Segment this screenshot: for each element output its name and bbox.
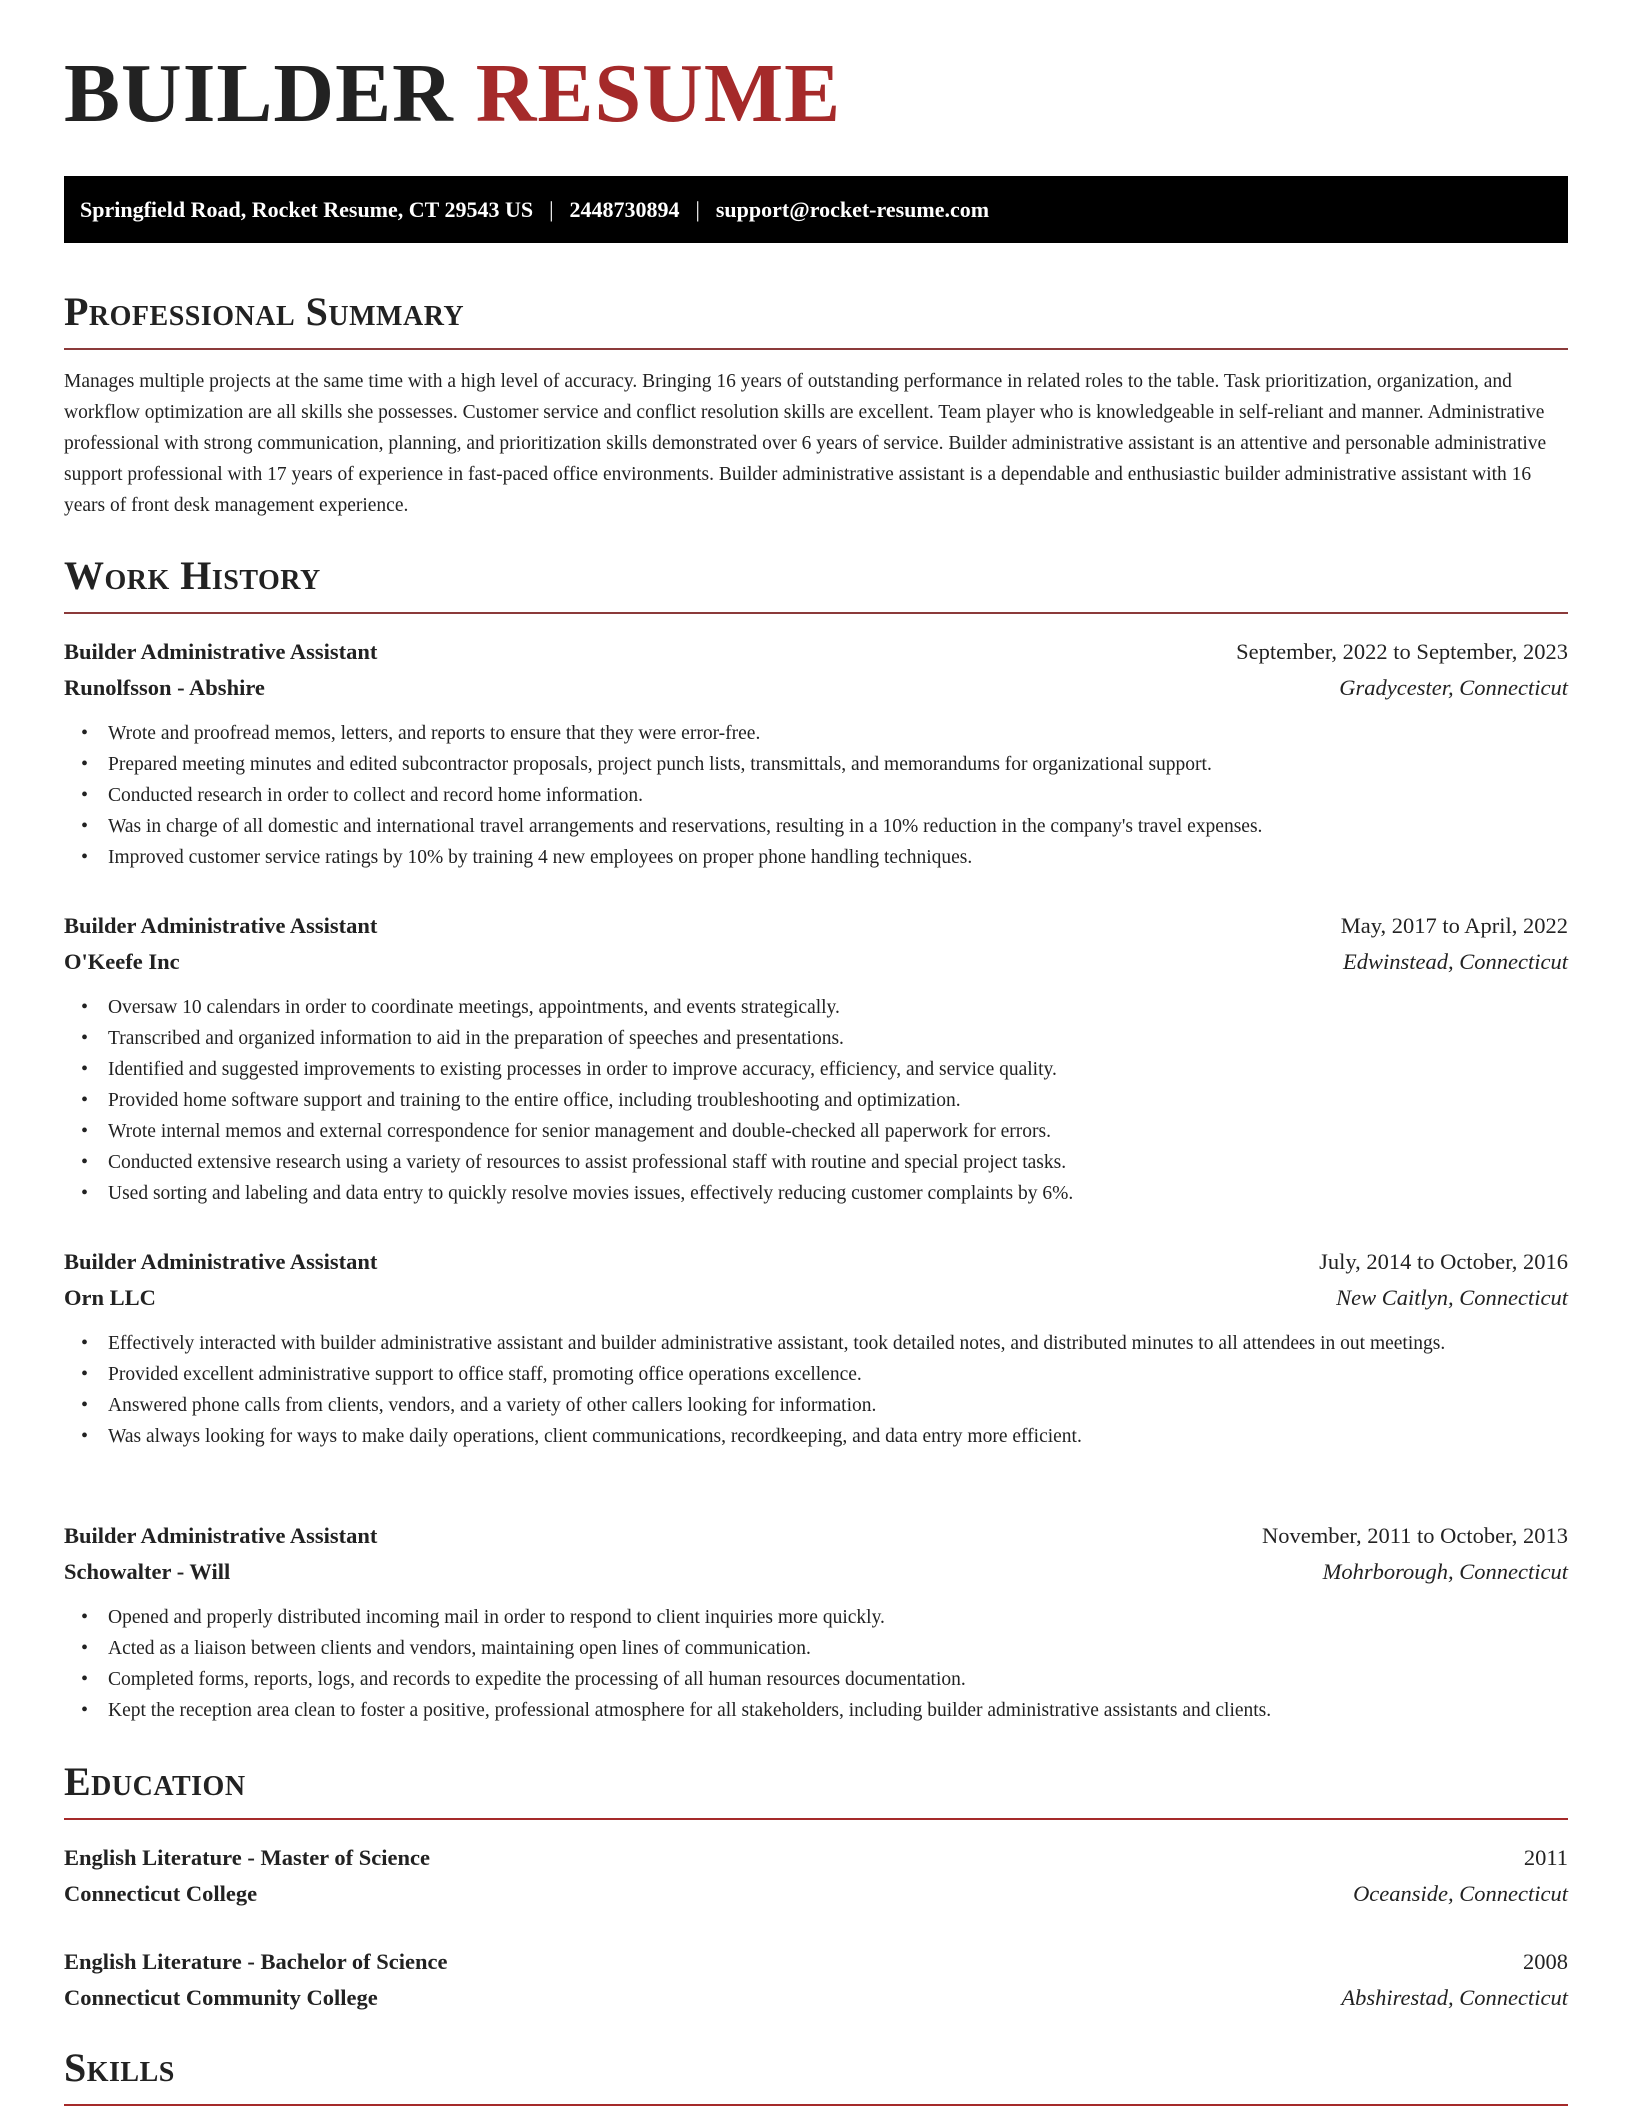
list-item: • Answered phone calls from clients, vendors, and a variety of other callers looking for information. [64,1390,1568,1421]
job-dates: July, 2014 to October, 2016 [1319,1249,1568,1274]
job-subheader [64,944,1568,980]
list-item: • Identified and suggested improvements to existing processes in order to improve accuracy, efficiency, and service quality. [64,1054,1568,1085]
contact-address: Springfield Road, Rocket Resume, CT 29543 US [80,196,534,222]
job-entry [64,634,1568,873]
job-role: Builder Administrative Assistant [64,1249,378,1274]
list-item: • Opened and properly distributed incoming mail in order to respond to client inquiries more quickly. [64,1602,1568,1633]
contact-separator: | [549,196,554,222]
education-school: Connecticut College [64,1881,258,1906]
education-subheader [64,1980,1568,2016]
section-title-education: Education [64,1759,246,1804]
education-year: 2008 [1523,1949,1568,1974]
education-section [64,1759,1568,1820]
job-subheader [64,1280,1568,1316]
job-entry [64,1518,1568,1726]
job-role: Builder Administrative Assistant [64,639,378,664]
education-header [64,1840,1568,1876]
job-bullets [64,1602,1568,1726]
contact-bar [64,176,1568,243]
job-role: Builder Administrative Assistant [64,913,378,938]
contact-email[interactable]: support@rocket-resume.com [715,196,990,222]
job-bullets [64,718,1568,873]
job-role: Builder Administrative Assistant [64,1523,378,1548]
section-title-work: Work History [64,553,321,598]
job-entry [64,908,1568,1209]
section-divider [64,612,1568,614]
list-item: • Prepared meeting minutes and edited subcontractor proposals, project punch lists, transmittals, and memorandums for organizational support. [64,749,1568,780]
list-item: • Used sorting and labeling and data entry to quickly resolve movies issues, effectively reducing customer complaints by 6%. [64,1178,1568,1209]
list-item: • Was always looking for ways to make daily operations, client communications, recordkeeping, and data entry more efficient. [64,1421,1568,1452]
job-location: Gradycester, Connecticut [1339,675,1568,700]
summary-section [64,289,1568,521]
resume-name [64,47,842,140]
job-header [64,1518,1568,1554]
job-dates: May, 2017 to April, 2022 [1340,913,1568,938]
job-subheader [64,1554,1568,1590]
list-item: • Provided home software support and training to the entire office, including troubleshooting and optimization. [64,1085,1568,1116]
job-company: O'Keefe Inc [64,949,180,974]
section-title-skills: Skills [64,2045,175,2090]
education-location: Abshirestad, Connecticut [1341,1985,1568,2010]
job-header [64,634,1568,670]
job-company: Runolfsson - Abshire [64,675,265,700]
education-year: 2011 [1523,1845,1568,1870]
education-header [64,1944,1568,1980]
job-entry [64,1244,1568,1452]
job-location: Mohrborough, Connecticut [1322,1559,1568,1584]
name-first: BUILDER [64,47,454,140]
list-item: • Wrote and proofread memos, letters, and reports to ensure that they were error-free. [64,718,1568,749]
education-entry [64,1840,1568,1912]
section-divider [64,348,1568,350]
job-header [64,908,1568,944]
contact-phone[interactable]: 2448730894 [569,196,680,222]
job-dates: November, 2011 to October, 2013 [1261,1523,1568,1548]
education-entry [64,1944,1568,2016]
list-item: • Was in charge of all domestic and international travel arrangements and reservations, resulting in a 10% reduction in the company's travel expenses. [64,811,1568,842]
list-item: • Provided excellent administrative support to office staff, promoting office operations excellence. [64,1359,1568,1390]
job-bullets [64,992,1568,1209]
summary-text: Manages multiple projects at the same time with a high level of accuracy. Bringing 16 years of outstanding performance in related roles to the table. Task prioritization, organization, and workflow optimization are all skills she possesses. Customer service and conflict resolution skills are excellent. Team player who is knowledgeable in self-reliant and manner. Administrative professional with strong communication, planning, and prioritization skills demonstrated over 6 years of service. Builder administrative assistant is an attentive and personable administrative support professional with 17 years of experience in fast-paced office environments. Builder administrative assistant is a dependable and enthusiastic builder administrative assistant with 16 years of front desk management experience. [64,371,1547,516]
list-item: • Kept the reception area clean to foster a positive, professional atmosphere for all stakeholders, including builder administrative assistants and clients. [64,1695,1568,1726]
list-item: • Completed forms, reports, logs, and records to expedite the processing of all human resources documentation. [64,1664,1568,1695]
list-item: • Oversaw 10 calendars in order to coordinate meetings, appointments, and events strategically. [64,992,1568,1023]
section-divider [64,2104,1568,2106]
contact-separator: | [695,196,700,222]
skills-section [64,2045,1568,2106]
job-bullets [64,1328,1568,1452]
list-item: • Conducted extensive research using a variety of resources to assist professional staff with routine and special project tasks. [64,1147,1568,1178]
education-location: Oceanside, Connecticut [1353,1881,1568,1906]
job-location: New Caitlyn, Connecticut [1336,1285,1568,1310]
education-school: Connecticut Community College [64,1985,378,2010]
section-title-summary: Professional Summary [64,289,465,334]
section-divider [64,1818,1568,1820]
job-company: Orn LLC [64,1285,156,1310]
job-dates: September, 2022 to September, 2023 [1236,639,1568,664]
job-header [64,1244,1568,1280]
job-company: Schowalter - Will [64,1559,231,1584]
list-item: • Conducted research in order to collect and record home information. [64,780,1568,811]
work-section [64,553,1568,614]
education-subheader [64,1876,1568,1912]
education-degree: English Literature - Master of Science [64,1845,430,1870]
list-item: • Wrote internal memos and external correspondence for senior management and double-checked all paperwork for errors. [64,1116,1568,1147]
name-last: RESUME [475,47,842,140]
job-location: Edwinstead, Connecticut [1343,949,1568,974]
job-subheader [64,670,1568,706]
list-item: • Transcribed and organized information to aid in the preparation of speeches and presentations. [64,1023,1568,1054]
list-item: • Acted as a liaison between clients and vendors, maintaining open lines of communication. [64,1633,1568,1664]
list-item: • Improved customer service ratings by 10% by training 4 new employees on proper phone handling techniques. [64,842,1568,873]
list-item: • Effectively interacted with builder administrative assistant and builder administrative assistant, took detailed notes, and distributed minutes to all attendees in out meetings. [64,1328,1568,1359]
education-degree: English Literature - Bachelor of Science [64,1949,448,1974]
